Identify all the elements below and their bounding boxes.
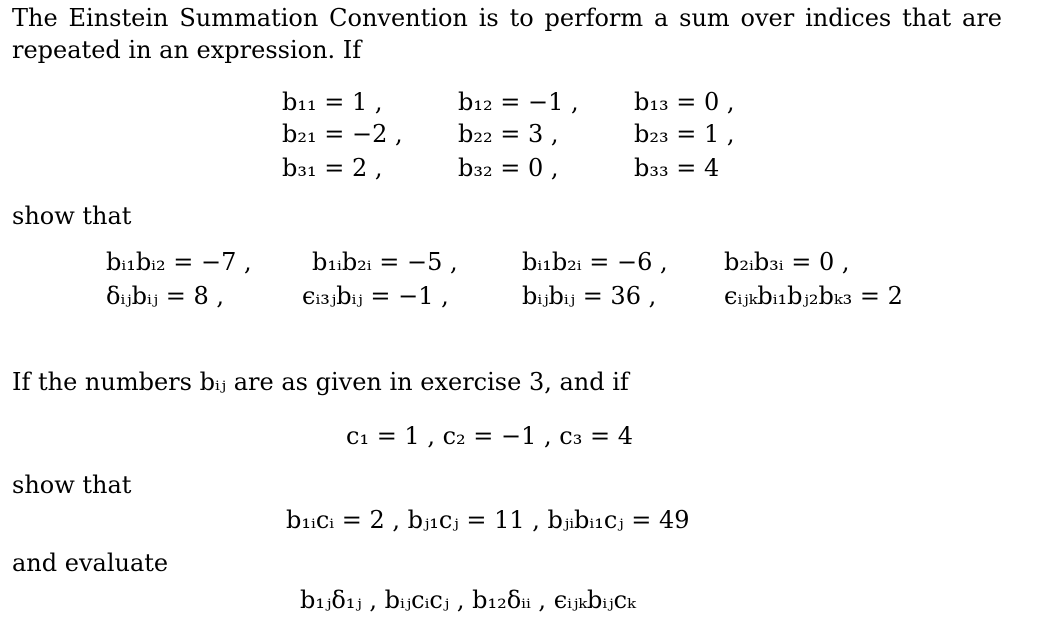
intro-line-1: The Einstein Summation Convention is to perform a sum over indices that are [12,4,1002,32]
identity-r1c1: bᵢ₁bᵢ₂ = −7 , [106,248,252,276]
evaluate-expressions: b₁ⱼδ₁ⱼ , bᵢⱼcᵢcⱼ , b₁₂δᵢᵢ , ϵᵢⱼₖbᵢⱼcₖ [300,586,636,614]
exercise-text: If the numbers bᵢⱼ are as given in exercise 3, and if [12,368,629,396]
identity-r2c2: ϵᵢ₃ⱼbᵢⱼ = −1 , [302,282,449,310]
c-values: c₁ = 1 , c₂ = −1 , c₃ = 4 [346,422,633,450]
b12: b₁₂ = −1 , [458,88,579,116]
identity-r2c1: δᵢⱼbᵢⱼ = 8 , [106,282,225,310]
b22: b₂₂ = 3 , [458,120,559,148]
show-that-label-1: show that [12,202,132,230]
and-evaluate-label: and evaluate [12,549,169,577]
intro-line-2: repeated in an expression. If [12,36,362,64]
show-that-label-2: show that [12,471,132,499]
identity-r2c4: ϵᵢⱼₖbᵢ₁bⱼ₂bₖ₃ = 2 [724,282,903,310]
b32: b₃₂ = 0 , [458,154,559,182]
b31: b₃₁ = 2 , [282,154,383,182]
b23: b₂₃ = 1 , [634,120,735,148]
identity-r2c3: bᵢⱼbᵢⱼ = 36 , [522,282,657,310]
identity-r1c3: bᵢ₁b₂ᵢ = −6 , [522,248,668,276]
b21: b₂₁ = −2 , [282,120,403,148]
identities-line-2: b₁ᵢcᵢ = 2 , bⱼ₁cⱼ = 11 , bⱼᵢbᵢ₁cⱼ = 49 [286,506,690,534]
identity-r1c4: b₂ᵢb₃ᵢ = 0 , [724,248,850,276]
b13: b₁₃ = 0 , [634,88,735,116]
b11: b₁₁ = 1 , [282,88,383,116]
b33: b₃₃ = 4 [634,154,720,182]
identity-r1c2: b₁ᵢb₂ᵢ = −5 , [312,248,458,276]
